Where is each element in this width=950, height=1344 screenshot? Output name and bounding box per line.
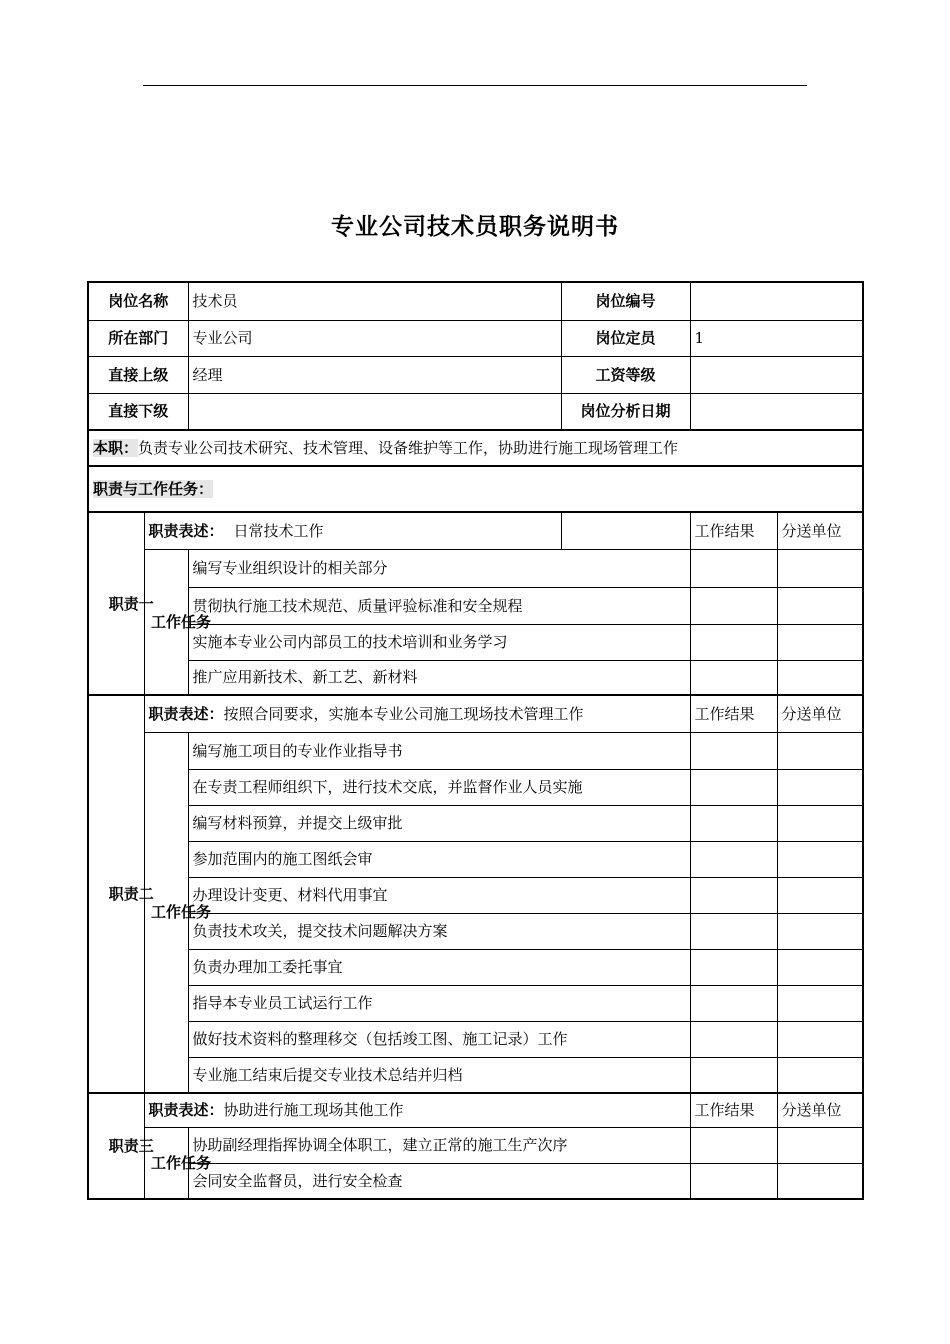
r2-task-7-dest — [777, 949, 863, 985]
r3-col-dest: 分送单位 — [777, 1093, 863, 1127]
r2-task-5-result — [690, 877, 777, 913]
r2-task-row — [88, 841, 863, 877]
r2-task-row — [88, 1021, 863, 1057]
r1-desc-gap — [561, 512, 690, 549]
r2-task-3-dest — [777, 805, 863, 841]
r2-task-label: 工作任务 — [144, 732, 188, 1093]
r1-desc: 职责表述： 日常技术工作 — [144, 512, 561, 549]
dept-value: 专业公司 — [188, 320, 561, 356]
r1-label: 职责一 — [88, 512, 144, 695]
headcount-value: 1 — [690, 320, 863, 356]
dept-label: 所在部门 — [88, 320, 188, 356]
duty-text: 负责专业公司技术研究、技术管理、设备维护等工作，协助进行施工现场管理工作 — [138, 439, 679, 457]
row-tasks-heading — [88, 466, 863, 512]
r3-desc-row — [88, 1093, 863, 1127]
subordinate-label: 直接下级 — [88, 393, 188, 430]
superior-label: 直接上级 — [88, 356, 188, 393]
r1-task-4: 推广应用新技术、新工艺、新材料 — [188, 660, 690, 695]
r2-task-2-result — [690, 769, 777, 805]
r3-task-label: 工作任务 — [144, 1127, 188, 1199]
r1-col-dest: 分送单位 — [777, 512, 863, 549]
r2-task-1-result — [690, 732, 777, 769]
row-post-name — [88, 282, 863, 320]
row-subordinate — [88, 393, 863, 430]
r1-task-3-result — [690, 624, 777, 660]
r2-task-row — [88, 769, 863, 805]
r2-desc: 职责表述：按照合同要求，实施本专业公司施工现场技术管理工作 — [144, 695, 690, 732]
r1-task-2: 贯彻执行施工技术规范、质量评验标准和安全规程 — [188, 587, 690, 624]
r2-task-10: 专业施工结束后提交专业技术总结并归档 — [188, 1057, 690, 1093]
tasks-heading-cell — [88, 466, 863, 512]
post-no-label: 岗位编号 — [561, 282, 690, 320]
post-name-value: 技术员 — [188, 282, 561, 320]
r1-task-4-result — [690, 660, 777, 695]
r2-task-8: 指导本专业员工试运行工作 — [188, 985, 690, 1021]
r2-col-dest: 分送单位 — [777, 695, 863, 732]
r3-task-2-dest — [777, 1163, 863, 1199]
document-title: 专业公司技术员职务说明书 — [331, 214, 619, 240]
r3-task-row — [88, 1127, 863, 1163]
r2-task-6: 负责技术攻关，提交技术问题解决方案 — [188, 913, 690, 949]
r3-label: 职责三 — [88, 1093, 144, 1199]
r2-task-row — [88, 805, 863, 841]
r1-task-1-result — [690, 549, 777, 587]
r1-task-row — [88, 660, 863, 695]
analysis-date-label: 岗位分析日期 — [561, 393, 690, 430]
r3-desc: 职责表述：协助进行施工现场其他工作 — [144, 1093, 690, 1127]
r3-col-result: 工作结果 — [690, 1093, 777, 1127]
r2-label: 职责二 — [88, 695, 144, 1093]
row-dept — [88, 320, 863, 356]
r1-task-row — [88, 549, 863, 587]
row-superior — [88, 356, 863, 393]
r2-task-2-dest — [777, 769, 863, 805]
duty-label: 本职： — [93, 439, 139, 457]
r2-task-2: 在专责工程师组织下，进行技术交底，并监督作业人员实施 — [188, 769, 690, 805]
headcount-label: 岗位定员 — [561, 320, 690, 356]
r2-task-5-dest — [777, 877, 863, 913]
r2-task-row — [88, 732, 863, 769]
r1-desc-row — [88, 512, 863, 549]
r2-task-4-dest — [777, 841, 863, 877]
r2-col-result: 工作结果 — [690, 695, 777, 732]
superior-value: 经理 — [188, 356, 561, 393]
r1-col-result: 工作结果 — [690, 512, 777, 549]
duty-cell — [88, 430, 863, 466]
r2-task-1-dest — [777, 732, 863, 769]
r2-task-10-dest — [777, 1057, 863, 1093]
r2-task-7: 负责办理加工委托事宜 — [188, 949, 690, 985]
r2-task-9: 做好技术资料的整理移交（包括竣工图、施工记录）工作 — [188, 1021, 690, 1057]
r1-task-2-dest — [777, 587, 863, 624]
job-description-table — [87, 281, 864, 1200]
r1-task-1: 编写专业组织设计的相关部分 — [188, 549, 690, 587]
r3-task-1-result — [690, 1127, 777, 1163]
r1-task-3-dest — [777, 624, 863, 660]
post-name-label: 岗位名称 — [88, 282, 188, 320]
salary-value — [690, 356, 863, 393]
r1-task-label: 工作任务 — [144, 549, 188, 695]
r1-task-3: 实施本专业公司内部员工的技术培训和业务学习 — [188, 624, 690, 660]
r1-task-2-result — [690, 587, 777, 624]
r2-task-row — [88, 985, 863, 1021]
r2-task-7-result — [690, 949, 777, 985]
analysis-date-value — [690, 393, 863, 430]
r3-task-1-dest — [777, 1127, 863, 1163]
post-no-value — [690, 282, 863, 320]
r3-task-2: 会同安全监督员，进行安全检查 — [188, 1163, 690, 1199]
r2-task-5: 办理设计变更、材料代用事宜 — [188, 877, 690, 913]
r2-task-6-dest — [777, 913, 863, 949]
r2-task-row — [88, 949, 863, 985]
r2-task-8-dest — [777, 985, 863, 1021]
r1-task-4-dest — [777, 660, 863, 695]
r2-task-1: 编写施工项目的专业作业指导书 — [188, 732, 690, 769]
r3-task-1: 协助副经理指挥协调全体职工，建立正常的施工生产次序 — [188, 1127, 690, 1163]
r3-task-2-result — [690, 1163, 777, 1199]
r2-task-4-result — [690, 841, 777, 877]
r2-task-3: 编写材料预算，并提交上级审批 — [188, 805, 690, 841]
r2-desc-row — [88, 695, 863, 732]
subordinate-value — [188, 393, 561, 430]
r2-task-8-result — [690, 985, 777, 1021]
tasks-heading: 职责与工作任务： — [93, 480, 214, 498]
r2-task-9-result — [690, 1021, 777, 1057]
r2-task-3-result — [690, 805, 777, 841]
row-duty — [88, 430, 863, 466]
r2-task-6-result — [690, 913, 777, 949]
salary-label: 工资等级 — [561, 356, 690, 393]
r2-task-10-result — [690, 1057, 777, 1093]
header-rule — [143, 85, 807, 86]
r2-task-row — [88, 1057, 863, 1093]
r2-task-4: 参加范围内的施工图纸会审 — [188, 841, 690, 877]
r2-task-9-dest — [777, 1021, 863, 1057]
r1-task-1-dest — [777, 549, 863, 587]
